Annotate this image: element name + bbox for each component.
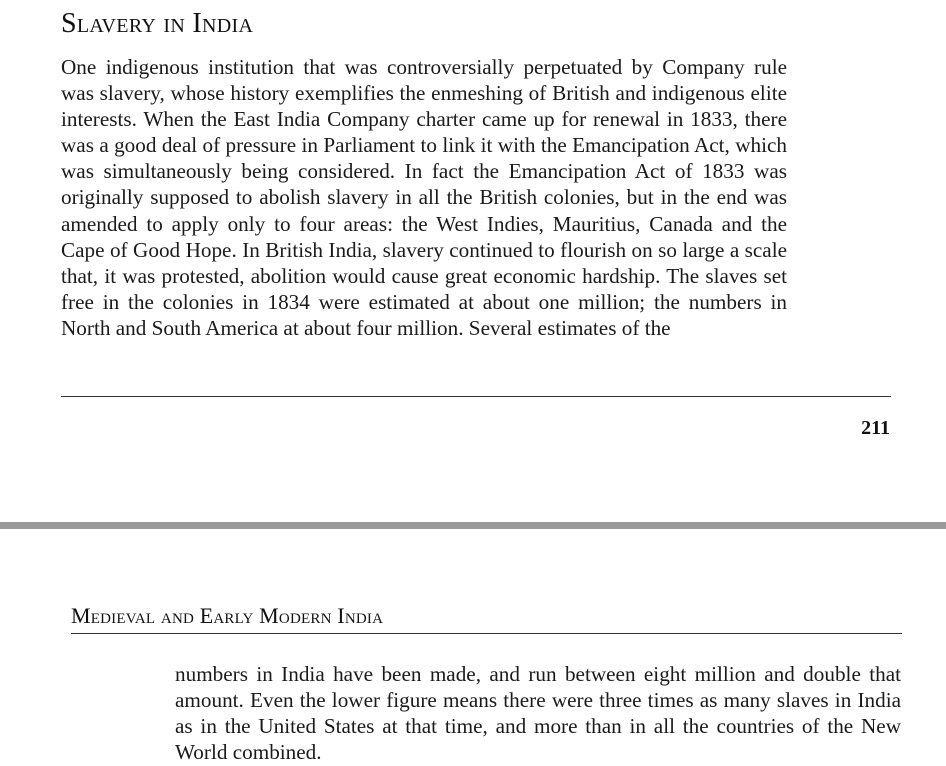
section-title: Slavery in India bbox=[61, 8, 254, 39]
body-paragraph: One indigenous institution that was controversially perpetuated by Company rule was slavery, whose history exemplifies the enmeshing of British and indigenous elite interests. When the East India Company charter came up for renewal in 1833, there was a good deal of pressure in Parliament to link it with the Emancipation Act, which was simultaneously being considered. In fact the Emancipation Act of 1833 was originally supposed to abolish slavery in all the British colonies, but in the end was amended to apply only to four areas: the West Indies, Mauritius, Canada and the Cape of Good Hope. In British India, slavery continued to flourish on so large a scale that, it was protested, abolition would cause great economic hardship. The slaves set free in the colonies in 1834 were estimated at about one million; the numbers in North and South America at about four million. Several estimates of the bbox=[61, 55, 787, 340]
footer-rule bbox=[61, 396, 891, 397]
header-rule bbox=[71, 633, 902, 634]
continued-paragraph: numbers in India have been made, and run between eight million and double that amount. Even the lower figure means there were three times as many slaves in India as in the United States at that time, and more than in all the countries of the New World combined. bbox=[175, 662, 901, 765]
running-head: Medieval and Early Modern India bbox=[71, 603, 384, 628]
page-number: 211 bbox=[861, 417, 890, 439]
page-separator bbox=[0, 522, 946, 529]
